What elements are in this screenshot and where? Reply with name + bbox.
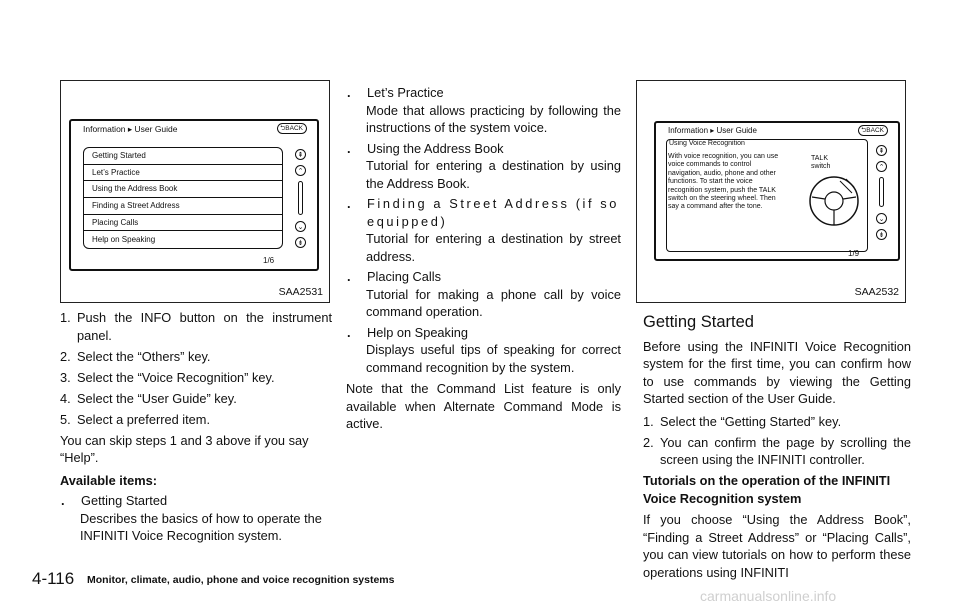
instruction-text: With voice recognition, you can use voice commands to control navigation, audio, phone and other functions. To start the voice recognition system, push the TALK switch on the steering wheel. Then say a command after the tone. xyxy=(668,153,779,211)
back-label: BACK xyxy=(285,125,303,132)
scrollbar xyxy=(879,177,884,207)
item-desc: Tutorial for making a phone call by voice command operation. xyxy=(366,286,621,319)
list-item xyxy=(346,195,621,230)
step xyxy=(643,413,911,431)
subheading: Using Voice Recognition xyxy=(669,140,745,147)
step xyxy=(643,434,911,469)
bullet-icon: . xyxy=(347,140,351,156)
scroll-down-icon: ⌄ xyxy=(876,213,887,224)
menu-item: Let’s Practice xyxy=(84,165,282,182)
item-title: Help on Speaking xyxy=(367,324,469,340)
step xyxy=(60,348,332,366)
item-title: Let’s Practice xyxy=(367,85,444,100)
bullet-icon: . xyxy=(347,269,351,284)
step-number: 5. xyxy=(60,411,71,427)
list-item xyxy=(60,492,332,510)
step-text: Select the “Getting Started” key. xyxy=(660,413,842,429)
menu-item: Placing Calls xyxy=(84,215,282,232)
page-indicator: 1/9 xyxy=(848,249,860,258)
scroll-up-icon: ⌃ xyxy=(876,161,887,172)
bullet-icon: . xyxy=(347,196,351,211)
step xyxy=(60,390,332,408)
available-heading: Available items: xyxy=(60,472,157,488)
subheading: Tutorials on the operation of the INFINITI Voice Recognition system xyxy=(643,473,891,506)
back-arrow-icon: ⮌ xyxy=(280,125,286,132)
list-item xyxy=(346,84,621,102)
section-heading: Getting Started xyxy=(643,313,754,331)
list-item xyxy=(346,140,621,158)
menu-item: Finding a Street Address xyxy=(84,198,282,215)
talk-switch-label: TALK switch xyxy=(811,155,831,170)
item-title: Using the Address Book xyxy=(367,140,504,156)
step xyxy=(60,369,332,387)
item-title: Finding a Street Address (if so equipped) xyxy=(367,196,620,229)
scroll-bottom-icon: ⇟ xyxy=(295,237,306,248)
section-title: Monitor, climate, audio, phone and voice recognition systems xyxy=(87,574,395,586)
step-text: Select the “Others” key. xyxy=(77,348,211,364)
step-text: Select the “User Guide” key. xyxy=(77,390,237,406)
back-button xyxy=(277,123,307,134)
item-desc: Mode that allows practicing by following the instructions of the system voice. xyxy=(366,102,621,135)
page-number: 4-116 xyxy=(32,569,75,588)
menu-list xyxy=(83,147,283,249)
column-3 xyxy=(643,314,911,581)
display-screen xyxy=(654,121,900,261)
step-text: Select the “Voice Recognition” key. xyxy=(77,369,275,385)
screen-title: Information ▸ User Guide xyxy=(668,126,757,135)
step-number: 2. xyxy=(60,348,71,364)
tutorial-paragraph: If you choose “Using the Address Book”, “Finding a Street Address” or “Placing Calls”, you can view tutorials on how to perform these operations using INFINITI xyxy=(643,512,911,580)
menu-item: Getting Started xyxy=(84,148,282,165)
bullet-icon: . xyxy=(347,324,351,340)
watermark: carmanualsonline.info xyxy=(700,588,837,604)
item-desc: Tutorial for entering a destination by street address. xyxy=(366,231,621,264)
item-desc: Tutorial for entering a destination by using the Address Book. xyxy=(366,158,621,191)
list-item xyxy=(346,268,621,286)
step-text: You can confirm the page by scrolling the screen using the INFINITI controller. xyxy=(660,434,911,467)
bullet-icon: . xyxy=(61,493,65,508)
item-desc: Describes the basics of how to operate the INFINITI Voice Recognition system. xyxy=(80,510,322,543)
item-title: Placing Calls xyxy=(367,269,441,284)
skip-note: You can skip steps 1 and 3 above if you say “Help”. xyxy=(60,432,309,465)
step-text: Push the INFO button on the instrument panel. xyxy=(77,310,332,343)
figure-voice-recognition xyxy=(636,80,906,303)
scrollbar xyxy=(298,181,303,215)
step-text: Select a preferred item. xyxy=(77,411,211,427)
scroll-down-icon: ⌄ xyxy=(295,221,306,232)
step xyxy=(60,309,332,344)
back-label: BACK xyxy=(866,127,884,134)
step-number: 4. xyxy=(60,390,71,406)
figure-code: SAA2531 xyxy=(278,286,323,298)
back-button xyxy=(858,125,888,136)
display-screen xyxy=(69,119,319,271)
item-title: Getting Started xyxy=(81,493,168,508)
screen-title: Information ▸ User Guide xyxy=(83,124,178,134)
scroll-bottom-icon: ⇟ xyxy=(876,229,887,240)
step-number: 2. xyxy=(643,434,654,450)
bullet-icon: . xyxy=(347,85,351,100)
figure-user-guide-menu xyxy=(60,80,330,303)
list-item xyxy=(346,324,621,342)
menu-item: Help on Speaking xyxy=(92,234,156,244)
scroll-top-icon: ⇞ xyxy=(295,149,306,160)
steering-wheel-icon xyxy=(806,173,862,229)
step-number: 1. xyxy=(60,310,71,325)
scroll-up-icon: ⌃ xyxy=(295,165,306,176)
page-indicator: 1/6 xyxy=(263,256,275,265)
column-1 xyxy=(60,309,332,545)
back-arrow-icon: ⮌ xyxy=(861,127,867,134)
menu-item: Using the Address Book xyxy=(84,181,282,198)
intro-paragraph: Before using the INFINITI Voice Recognition system for the first time, you can confirm how to use commands by viewing the Getting Started section of the User Guide. xyxy=(643,338,911,406)
step-number: 1. xyxy=(643,413,654,429)
step xyxy=(60,411,332,429)
scroll-top-icon: ⇞ xyxy=(876,145,887,156)
figure-code: SAA2532 xyxy=(854,286,899,298)
note: Note that the Command List feature is only available when Alternate Command Mode is active. xyxy=(346,381,621,431)
column-2 xyxy=(346,84,621,433)
item-desc: Displays useful tips of speaking for correct command recognition by the system. xyxy=(366,342,621,375)
step-number: 3. xyxy=(60,369,71,385)
